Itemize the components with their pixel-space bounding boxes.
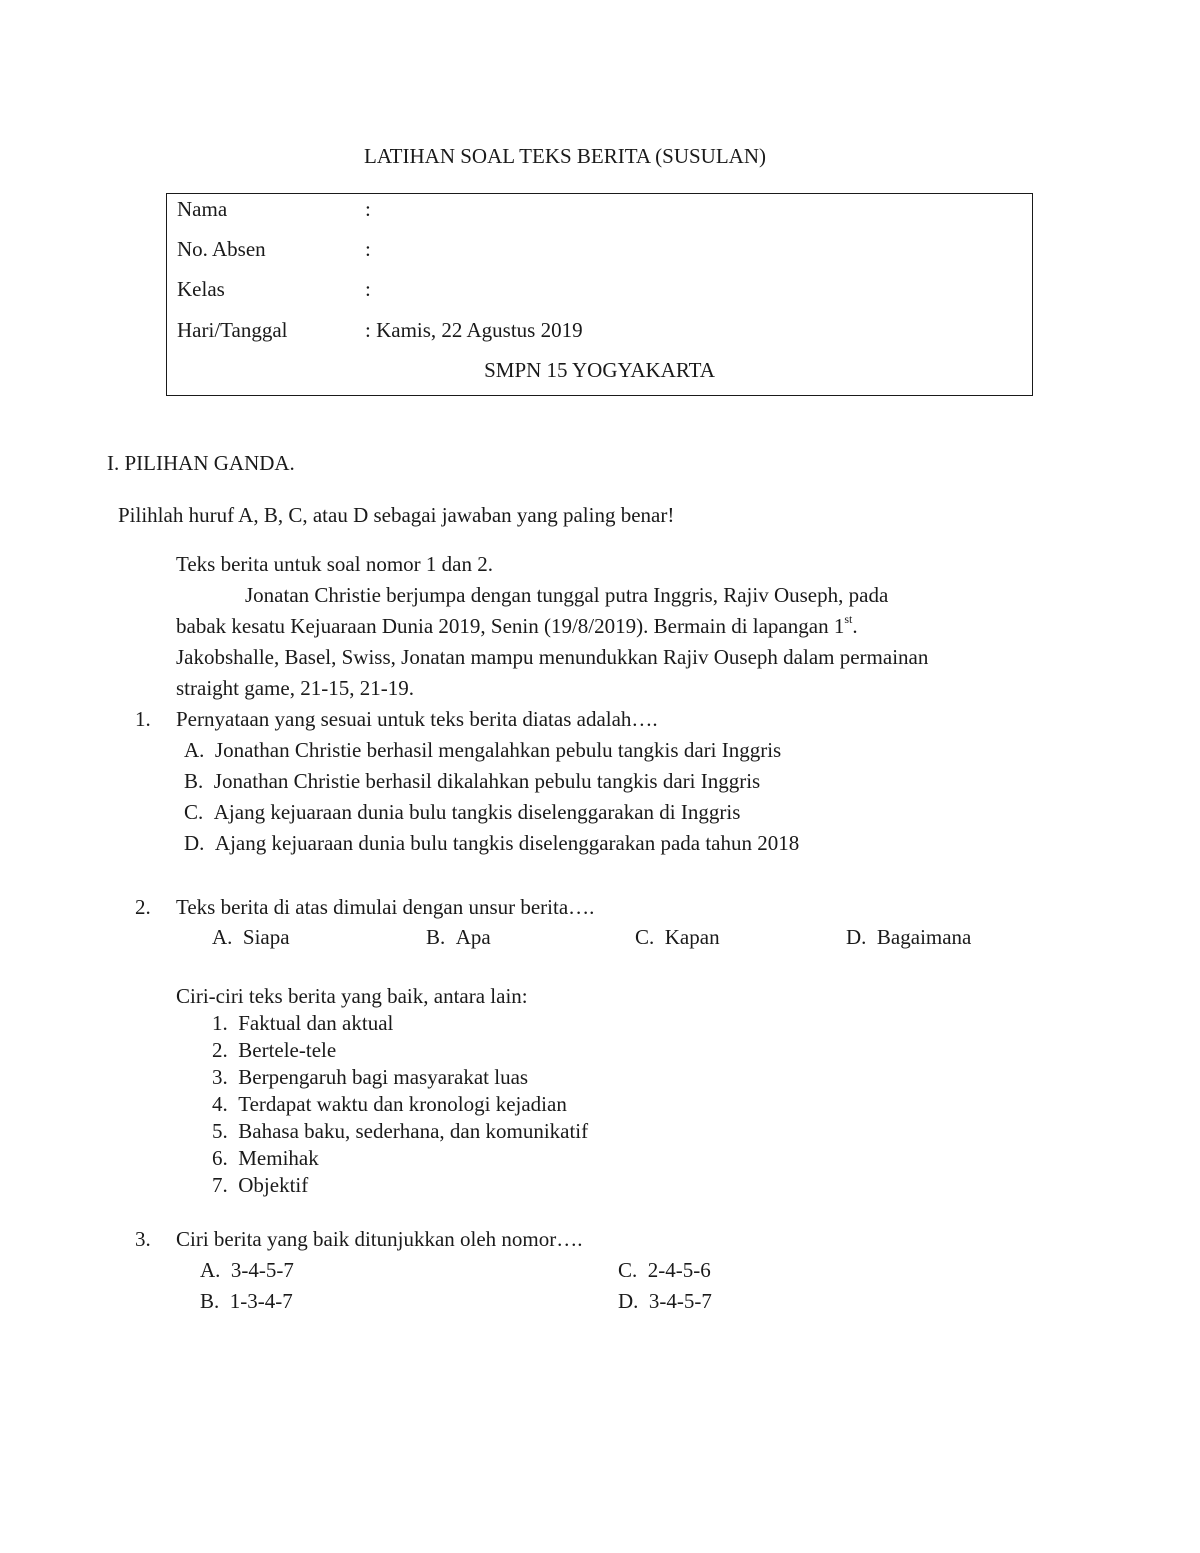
list-item: 3. Berpengaruh bagi masyarakat luas bbox=[212, 1065, 529, 1089]
list-item: 1. Faktual dan aktual bbox=[212, 1011, 394, 1035]
list-item: 5. Bahasa baku, sederhana, dan komunikatif bbox=[212, 1119, 589, 1143]
absen-value[interactable]: : bbox=[365, 237, 371, 261]
q3-option-a[interactable]: A. 3-4-5-7 bbox=[200, 1258, 294, 1282]
q2-option-a[interactable]: A. Siapa bbox=[212, 925, 290, 949]
q2-option-d[interactable]: D. Bagaimana bbox=[846, 925, 972, 949]
q3-text: Ciri berita yang baik ditunjukkan oleh nomor…. bbox=[176, 1227, 583, 1251]
q1-number: 1. bbox=[135, 707, 151, 731]
q1-option-d[interactable]: D. Ajang kejuaraan dunia bulu tangkis diselenggarakan pada tahun 2018 bbox=[184, 831, 800, 855]
instruction: Pilihlah huruf A, B, C, atau D sebagai jawaban yang paling benar! bbox=[118, 503, 675, 527]
passage-intro: Teks berita untuk soal nomor 1 dan 2. bbox=[176, 552, 493, 576]
page-title: LATIHAN SOAL TEKS BERITA (SUSULAN) bbox=[364, 144, 766, 168]
kelas-value[interactable]: : bbox=[365, 277, 371, 301]
kelas-label: Kelas bbox=[177, 277, 225, 301]
q1-text: Pernyataan yang sesuai untuk teks berita diatas adalah…. bbox=[176, 707, 658, 731]
date-label: Hari/Tanggal bbox=[177, 318, 288, 342]
q3-number: 3. bbox=[135, 1227, 151, 1251]
q1-option-b[interactable]: B. Jonathan Christie berhasil dikalahkan pebulu tangkis dari Inggris bbox=[184, 769, 761, 793]
q2-option-b[interactable]: B. Apa bbox=[426, 925, 491, 949]
q2-option-c[interactable]: C. Kapan bbox=[635, 925, 720, 949]
name-value[interactable]: : bbox=[365, 197, 371, 221]
list-item: 2. Bertele-tele bbox=[212, 1038, 337, 1062]
q2-text: Teks berita di atas dimulai dengan unsur berita…. bbox=[176, 895, 595, 919]
section-heading: I. PILIHAN GANDA. bbox=[107, 451, 295, 475]
list-item: 4. Terdapat waktu dan kronologi kejadian bbox=[212, 1092, 567, 1116]
q1-option-c[interactable]: C. Ajang kejuaraan dunia bulu tangkis diselenggarakan di Inggris bbox=[184, 800, 741, 824]
name-label: Nama bbox=[177, 197, 228, 221]
passage-line-3: Jakobshalle, Basel, Swiss, Jonatan mampu menundukkan Rajiv Ouseph dalam permainan bbox=[176, 645, 929, 669]
superscript: st bbox=[844, 612, 853, 626]
school-name: SMPN 15 YOGYAKARTA bbox=[484, 358, 715, 382]
list-item: 7. Objektif bbox=[212, 1173, 309, 1197]
q2-number: 2. bbox=[135, 895, 151, 919]
ciri-intro: Ciri-ciri teks berita yang baik, antara lain: bbox=[176, 984, 528, 1008]
list-item: 6. Memihak bbox=[212, 1146, 319, 1170]
date-value: : Kamis, 22 Agustus 2019 bbox=[365, 318, 583, 342]
passage-line-4: straight game, 21-15, 21-19. bbox=[176, 676, 414, 700]
q3-option-b[interactable]: B. 1-3-4-7 bbox=[200, 1289, 293, 1313]
q1-option-a[interactable]: A. Jonathan Christie berhasil mengalahkan pebulu tangkis dari Inggris bbox=[184, 738, 782, 762]
absen-label: No. Absen bbox=[177, 237, 266, 261]
passage-line-1: Jonatan Christie berjumpa dengan tunggal putra Inggris, Rajiv Ouseph, pada bbox=[245, 583, 889, 607]
passage-line-2: babak kesatu Kejuaraan Dunia 2019, Senin (19/8/2019). Bermain di lapangan 1st. bbox=[176, 612, 858, 638]
q3-option-c[interactable]: C. 2-4-5-6 bbox=[618, 1258, 711, 1282]
q3-option-d[interactable]: D. 3-4-5-7 bbox=[618, 1289, 712, 1313]
